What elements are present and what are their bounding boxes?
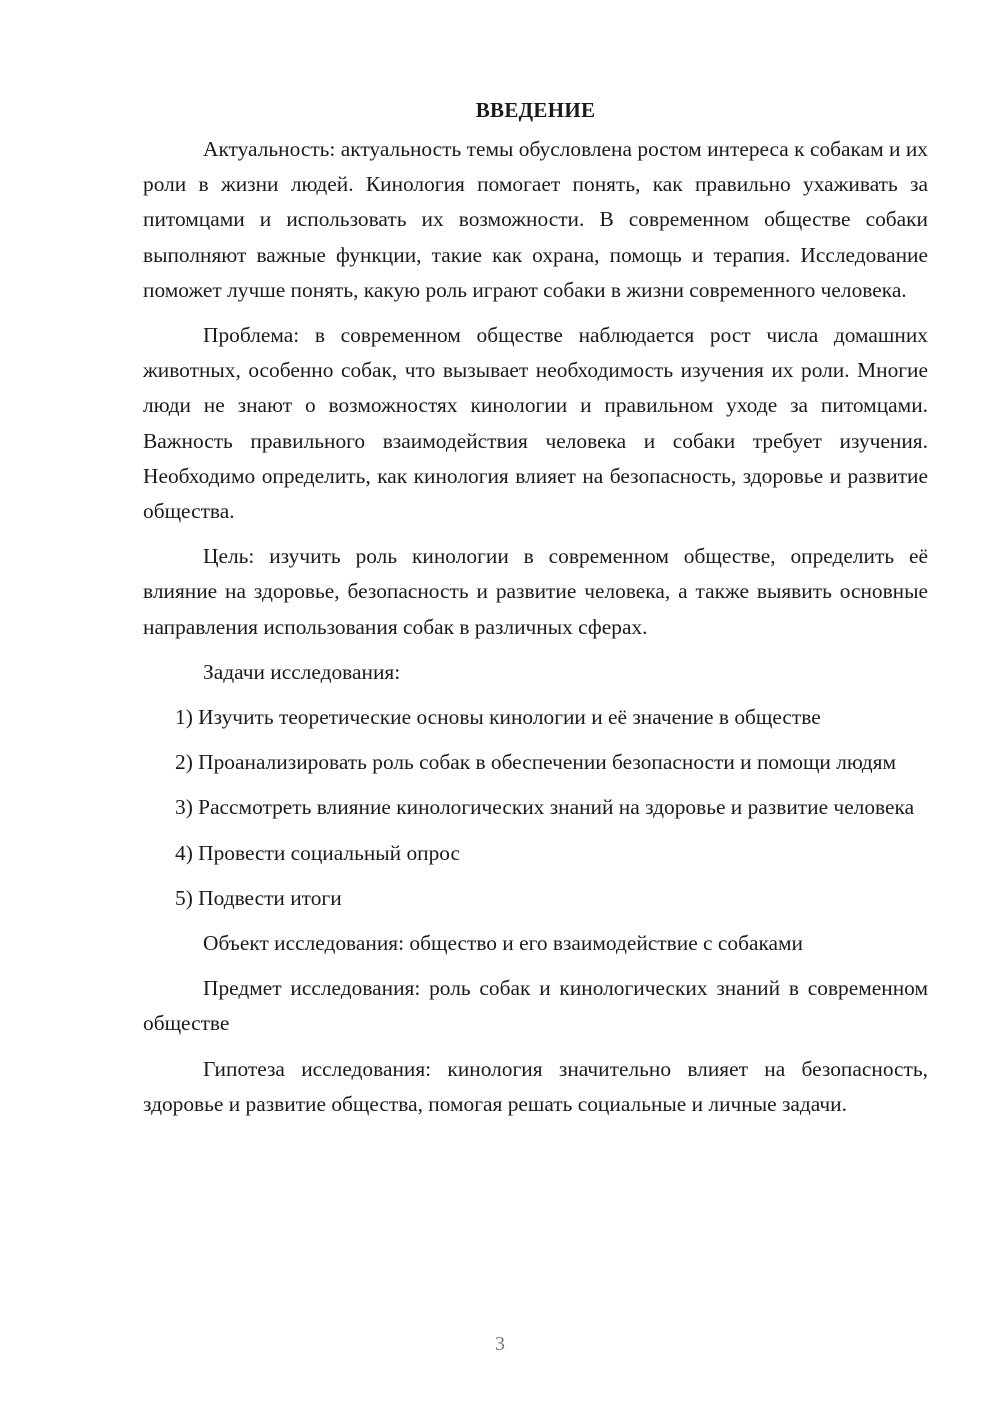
task-item: 3) Рассмотреть влияние кинологических знаний на здоровье и развитие человека [175,795,915,820]
page-title: ВВЕДЕНИЕ [475,98,596,122]
subject-paragraph: Предмет исследования: роль собак и кинологических знаний в современном обществе [143,976,928,1036]
object-paragraph: Объект исследования: общество и его взаимодействие с собаками [203,931,804,956]
relevance-paragraph: Актуальность: актуальность темы обусловлена ростом интереса к собакам и их роли в жизни людей. Кинология помогает понять, как правильно ухаживать за питомцами и использовать их возможности. В современном обществе собаки выполняют важные функции, такие как охрана, помощь и терапия. Исследование поможет лучше понять, какую роль играют собаки в жизни современного человека. [143,137,928,302]
task-item: 5) Подвести итоги [175,885,342,910]
task-item: 1) Изучить теоретические основы кинологии и её значение в обществе [175,705,821,730]
hypothesis-paragraph: Гипотеза исследования: кинология значительно влияет на безопасность, здоровье и развитие общества, помогая решать социальные и личные задачи. [143,1056,928,1116]
document-page [143,94,928,1132]
task-item: 2) Проанализировать роль собак в обеспечении безопасности и помощи людям [175,750,897,775]
tasks-heading: Задачи исследования: [203,659,401,684]
goal-paragraph: Цель: изучить роль кинологии в современном обществе, определить её влияние на здоровье, безопасность и развитие человека, а также выявить основные направления использования собак в различных сферах. [143,544,928,639]
problem-paragraph: Проблема: в современном обществе наблюдается рост числа домашних животных, особенно собак, что вызывает необходимость изучения их роли. Многие люди не знают о возможностях кинологии и правильном уходе за питомцами. Важность правильного взаимодействия человека и собаки требует изучения. Необходимо определить, как кинология влияет на безопасность, здоровье и развитие общества. [143,323,928,524]
page-number: 3 [495,1333,505,1355]
task-item: 4) Провести социальный опрос [175,840,461,865]
